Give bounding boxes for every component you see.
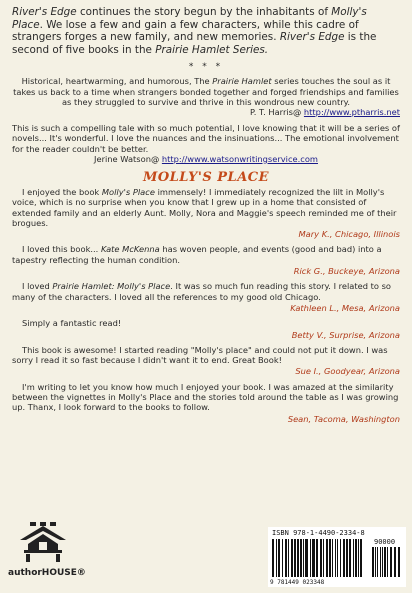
review-author: Rick G., Buckeye, Arizona <box>293 266 400 277</box>
review <box>12 318 400 340</box>
review <box>12 281 400 313</box>
review-text: This book is awesome! I started reading "Molly's place" and could not put it down. I was sorry I read it so fast because I didn't want it to end. Great Book! <box>12 344 388 366</box>
review-text-part: I enjoyed the book <box>22 187 102 197</box>
italic-title: Molly's Place <box>12 6 367 31</box>
endorsement-text: This is such a compelling tale with so much potential, I love knowing that it will be a series of novels... It's wonderful. I love the nuances and the insinuations... The emotional involvement for the reader couldn't be better. <box>12 123 400 154</box>
endorser-name: P. T. Harris@ <box>250 106 304 117</box>
endorsement-text-part: Historical, heartwarming, and humorous, The <box>21 76 213 87</box>
section-divider: * * * <box>188 62 224 73</box>
section-title: MOLLY'S PLACE <box>142 170 270 185</box>
review-text: Simply a fantastic read! <box>22 318 122 329</box>
review-text <box>12 244 400 265</box>
review-text: I'm writing to let you know how much I enjoyed your book. I was amazed at the similarity between the vignettes in Molly's Place and the stories told around the table as I was growing up. Thanx, I look forward to the books to follow. <box>12 381 399 413</box>
endorsement-text-part: series touches the soul as it takes us back to a time when strangers bonded together and forged friendships and families as they struggled to survive and thrive in this wondrous new country. <box>13 76 399 107</box>
review-author: Mary K., Chicago, Illinois <box>298 229 400 240</box>
review-text-italic: Prairie Hamlet: Molly's Place <box>52 281 171 292</box>
italic-title: River's Edge <box>12 6 77 18</box>
intro-paragraph <box>12 6 400 56</box>
endorser-name: Jerine Watson@ <box>94 153 162 164</box>
endorsement-text <box>12 76 400 107</box>
barcode-number: 9 781449 023348 <box>270 579 325 586</box>
intro-text: is the second of five books in the <box>12 31 377 56</box>
intro-text: . We lose a few and gain a few characters, while this cadre of strangers forges a new family, and new memories. <box>12 18 359 44</box>
review <box>12 187 400 239</box>
endorsement-attribution <box>12 107 400 117</box>
review <box>12 244 400 276</box>
review-author: Kathleen L., Mesa, Arizona <box>290 302 400 313</box>
publisher-name: authorHOUSE® <box>8 568 86 578</box>
review-list <box>12 187 400 424</box>
review-text-part: immensely! I immediately recognized the lilt in Molly's voice, which is no surprise when you know that I grew up in a home that consisted of extended family and an elderly Aunt. Molly, Nora and Maggie's speech reminded me of their brogues. <box>12 187 397 228</box>
endorser-link[interactable]: http://www.watsonwritingservice.com <box>161 153 318 164</box>
italic-title: Prairie Hamlet Series. <box>155 43 269 56</box>
italic-title: River's Edge <box>279 31 345 44</box>
intro-text: continues the story begun by the inhabitants of <box>76 6 332 18</box>
endorsement <box>12 123 400 164</box>
review-text-part: . It was so much fun reading this story. I related to so many of the characters. I loved all the references to my good old Chicago. <box>12 281 391 302</box>
review-author: Sue I., Goodyear, Arizona <box>295 366 400 377</box>
review-text <box>12 187 400 228</box>
review-text-italic: Kate McKenna <box>100 244 160 255</box>
review-text-part: I loved <box>22 281 53 292</box>
review-author: Betty V., Surprise, Arizona <box>291 329 400 340</box>
endorsement-text-italic: Prairie Hamlet <box>212 76 272 87</box>
review-author: Sean, Tacoma, Washington <box>287 413 400 424</box>
price-code: 90000 <box>374 538 396 546</box>
review-text-part: has woven people, and events (good and bad) into a tapestry reflecting the human condition. <box>12 244 382 265</box>
endorsement <box>12 76 400 117</box>
review-text-part: I loved this book... <box>22 244 101 255</box>
review <box>12 382 400 424</box>
review-text <box>12 281 400 302</box>
review-text-italic: Molly's Place <box>101 187 155 197</box>
endorsement-attribution <box>12 154 400 164</box>
endorser-link[interactable]: http://www.ptharris.net <box>303 106 400 117</box>
review <box>12 345 400 377</box>
isbn: ISBN 978-1-4490-2334-8 <box>272 529 365 537</box>
